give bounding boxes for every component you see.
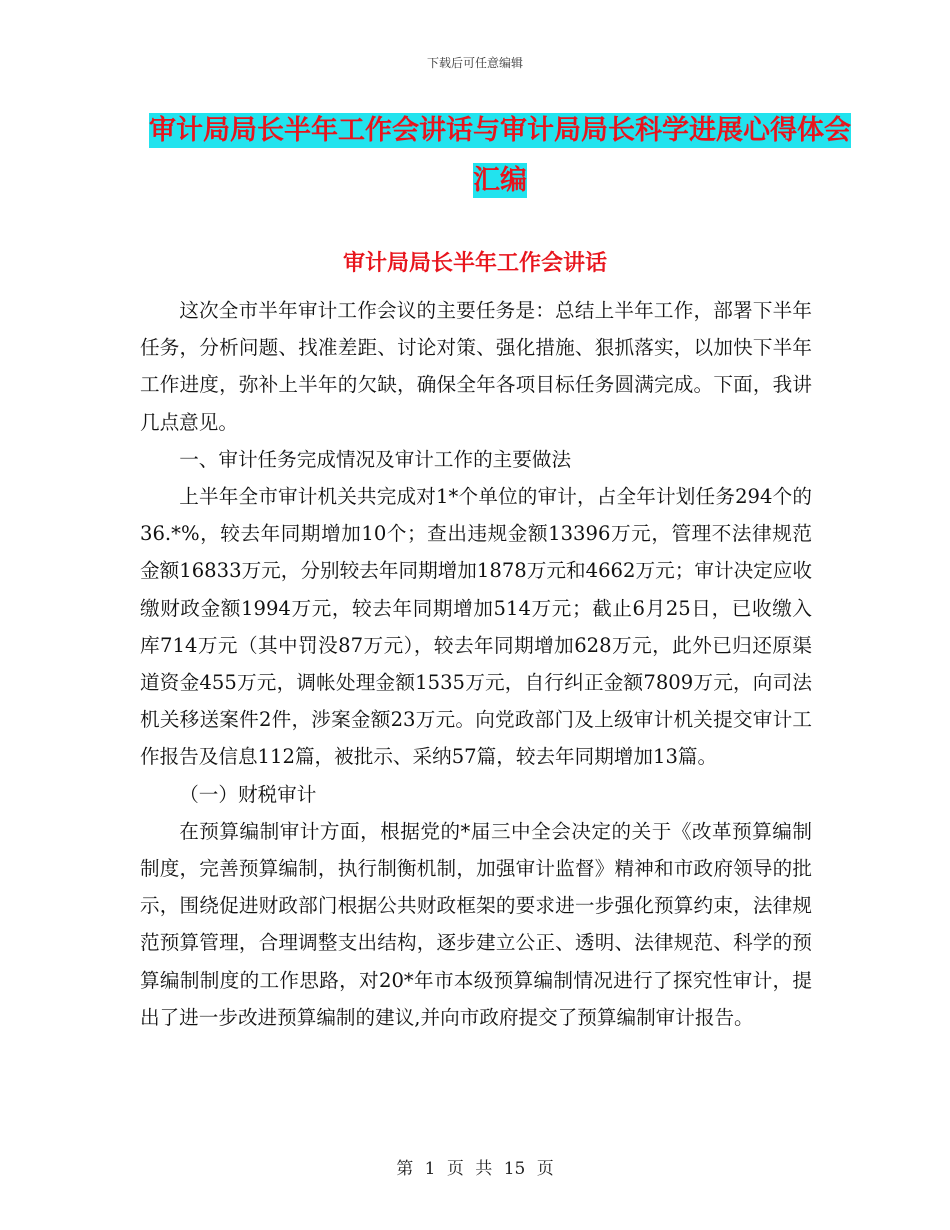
document-title bbox=[140, 106, 860, 206]
document-body bbox=[140, 292, 812, 1036]
intro-paragraph: 这次全市半年审计工作会议的主要任务是：总结上半年工作，部署下半年任务，分析问题、找准差距、讨论对策、强化措施、狠抓落实，以加快下半年工作进度，弥补上半年的欠缺，确保全年各项目标任务圆满完成。下面，我讲几点意见。 bbox=[140, 299, 812, 434]
page-header: 下载后可任意编辑 bbox=[426, 56, 523, 70]
section-title: 审计局局长半年工作会讲话 bbox=[342, 251, 607, 276]
heading-level-1: 一、审计任务完成情况及审计工作的主要做法 bbox=[179, 447, 572, 471]
budget-audit-paragraph: 在预算编制审计方面，根据党的*届三中全会决定的关于《改革预算编制制度，完善预算编制，执行制衡机制，加强审计监督》精神和市政府领导的批示，围绕促进财政部门根据公共财政框架的要求进一步强化预算约束，法律规范预算管理，合理调整支出结构，逐步建立公正、透明、法律规范、科学的预算编制制度的工作思路，对20*年市本级预算编制情况进行了探究性审计，提出了进一步改进预算编制的建议,并向市政府提交了预算编制审计报告。 bbox=[140, 819, 812, 1029]
summary-paragraph: 上半年全市审计机关共完成对1*个单位的审计，占全年计划任务294个的36.*%，较去年同期增加10个；查出违规金额13396万元，管理不法律规范金额16833万元，分别较去年同期增加1878万元和4662万元；审计决定应收缴财政金额1994万元，较去年同期增加514万元；截止6月25日，已收缴入库714万元（其中罚没87万元），较去年同期增加628万元，此外已归还原渠道资金455万元，调帐处理金额1535万元，自行纠正金额7809万元，向司法机关移送案件2件，涉案金额23万元。向党政部门及上级审计机关提交审计工作报告及信息112篇，被批示、采纳57篇，较去年同期增加13篇。 bbox=[140, 485, 812, 769]
document-title-text: 审计局局长半年工作会讲话与审计局局长科学进展心得体会汇编 bbox=[149, 115, 851, 196]
heading-level-2: （一）财税审计 bbox=[179, 782, 317, 806]
page-footer: 第 1 页 共 15 页 bbox=[396, 1159, 554, 1179]
